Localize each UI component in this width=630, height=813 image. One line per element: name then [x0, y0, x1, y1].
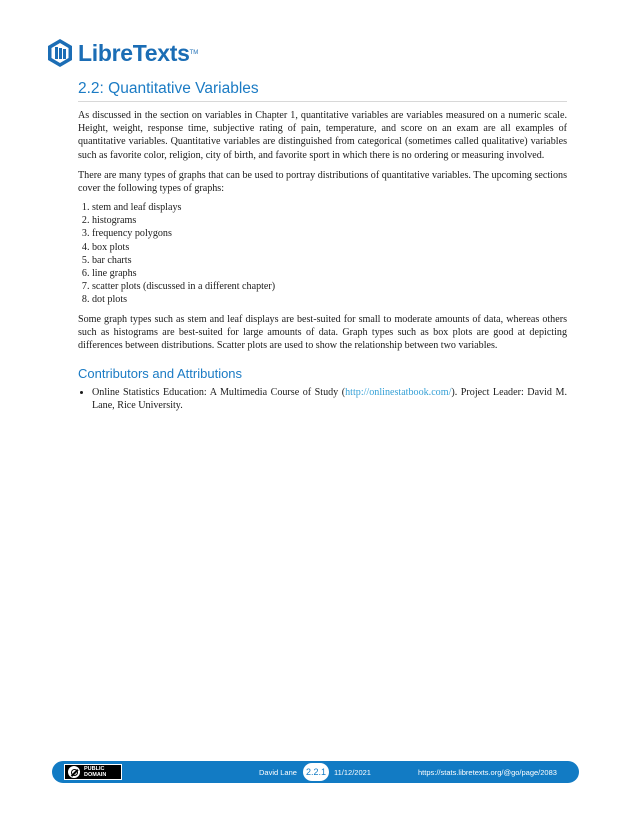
contributor-text-after: ). Project Leader: David M. Lane, Rice University.	[92, 386, 567, 411]
graph-types-list	[78, 201, 567, 306]
list-item: 5. bar charts	[92, 254, 567, 267]
list-item: 4. box plots	[92, 241, 567, 254]
main-content	[78, 80, 567, 412]
list-item: 2. histograms	[92, 214, 567, 227]
footer-author: David Lane	[259, 768, 297, 777]
logo-trademark: TM	[189, 50, 199, 56]
list-item: 3. frequency polygons	[92, 227, 567, 240]
list-item: 7. scatter plots (discussed in a different chapter)	[92, 280, 567, 293]
footer-url[interactable]: https://stats.libretexts.org/@go/page/2083	[418, 768, 557, 777]
public-domain-badge[interactable]	[64, 764, 122, 780]
contributors-heading: Contributors and Attributions	[78, 365, 243, 381]
intro-paragraph: As discussed in the section on variables in Chapter 1, quantitative variables are variables measured on a numeric scale. Height, weight, response time, subjective rating of pain, temperature, and score on an exam are all examples of quantitative variables. Quantitative variables are distinguished from categorical (sometimes called qualitative) variables such as favorite color, religion, city of birth, and favorite sport in which there is no ordering or measuring involved.	[78, 110, 567, 161]
list-item: 8. dot plots	[92, 293, 567, 306]
page-footer	[52, 761, 579, 783]
contributor-text-before: Online Statistics Education: A Multimedia Course of Study (	[92, 386, 346, 398]
footer-date: 11/12/2021	[334, 768, 371, 777]
summary-paragraph: Some graph types such as stem and leaf displays are best-suited for small to moderate amounts of data, whereas others such as histograms are best-suited for large amounts of data. Graph types such as box plots are good at depicting differences between distributions. Scatter plots are used to show the relationship between two variables.	[78, 313, 567, 352]
onlinestatbook-link[interactable]: http://onlinestatbook.com/	[345, 386, 452, 398]
contributor-item	[92, 386, 567, 412]
badge-text: PUBLIC DOMAIN	[84, 766, 107, 778]
logo-text: LibreTexts	[78, 39, 190, 66]
graphs-paragraph: There are many types of graphs that can be used to portray distributions of quantitative variables. The upcoming sections cover the following types of graphs:	[78, 169, 567, 195]
libretexts-logo-icon	[46, 38, 74, 68]
list-item: 6. line graphs	[92, 267, 567, 280]
contributors-list	[78, 386, 567, 412]
footer-page-number: 2.2.1	[303, 763, 329, 781]
public-domain-icon	[68, 766, 80, 778]
libretexts-logo[interactable]	[46, 38, 198, 68]
page-title: 2.2: Quantitative Variables	[78, 80, 567, 102]
list-item: 1. stem and leaf displays	[92, 201, 567, 214]
